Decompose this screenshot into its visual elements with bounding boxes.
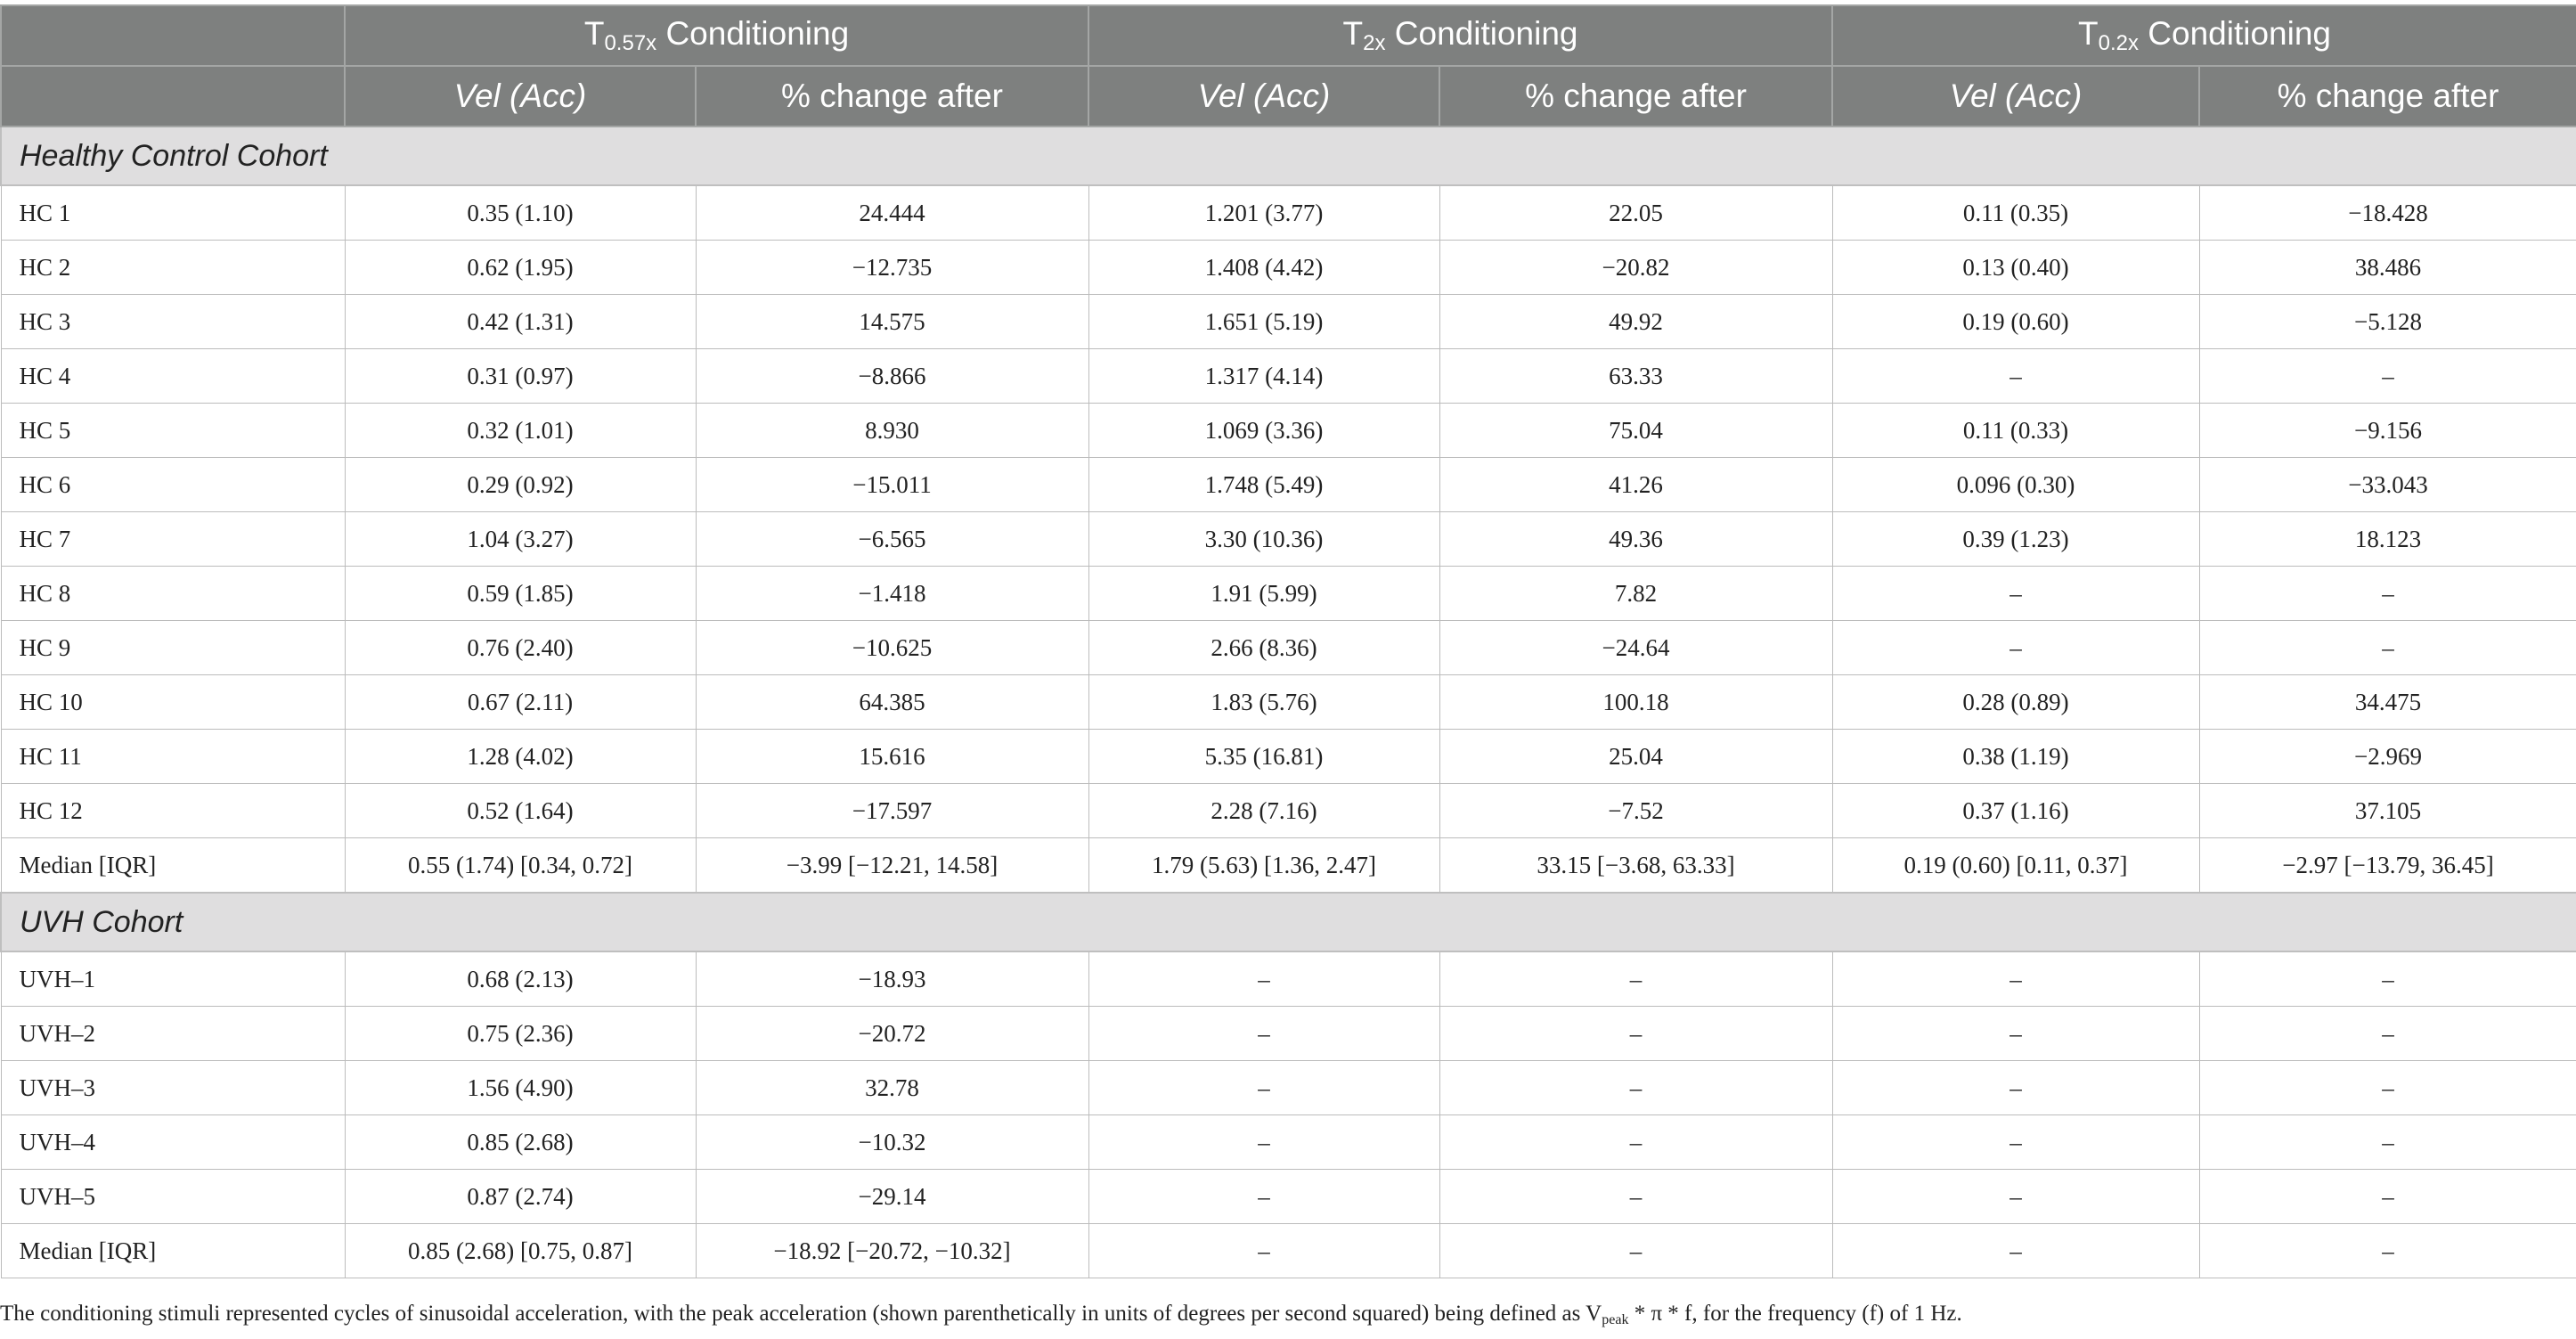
table-cell: – [1832,621,2199,675]
row-label: HC 2 [1,241,345,295]
table-row [1,1115,2576,1170]
row-label: HC 10 [1,675,345,730]
table-cell: −33.043 [2199,458,2576,512]
table-cell: 0.11 (0.35) [1832,185,2199,241]
results-table [0,4,2576,1278]
table-cell: 0.76 (2.40) [345,621,696,675]
row-label: HC 12 [1,784,345,838]
table-cell: 0.31 (0.97) [345,349,696,404]
table-cell: −18.428 [2199,185,2576,241]
header-percent-change: % change after [1439,66,1832,127]
table-cell: – [2199,349,2576,404]
table-row [1,1170,2576,1224]
header-condition-t057x: $T_{0.57x}$ Conditioning [345,5,1088,66]
table-cell: 1.28 (4.02) [345,730,696,784]
header-vel-acc: Vel (Acc) [1832,66,2199,127]
table-row [1,295,2576,349]
table-cell: 1.201 (3.77) [1088,185,1439,241]
row-label: HC 1 [1,185,345,241]
table-footnote: The conditioning stimuli represented cycles of sinusoidal acceleration, with the peak acceleration (shown parenthetically in units of degrees per second squared) being defined as Vpeak * π * f, for the frequency (f) of 1 Hz. [0,1302,1962,1327]
row-label: HC 3 [1,295,345,349]
table-cell: −5.128 [2199,295,2576,349]
table-cell: 0.13 (0.40) [1832,241,2199,295]
table-cell: 14.575 [696,295,1088,349]
row-label: HC 6 [1,458,345,512]
table-cell: 100.18 [1439,675,1832,730]
table-row [1,349,2576,404]
table-cell: 0.75 (2.36) [345,1007,696,1061]
table-cell: 0.55 (1.74) [0.34, 0.72] [345,838,696,894]
table-cell: – [1088,1170,1439,1224]
table-cell: 0.29 (0.92) [345,458,696,512]
row-label: HC 8 [1,567,345,621]
row-label: Median [IQR] [1,1224,345,1278]
table-cell: 34.475 [2199,675,2576,730]
table-cell: – [1832,1170,2199,1224]
table-cell: 0.52 (1.64) [345,784,696,838]
section-header-row [1,893,2576,951]
table-cell: – [1832,951,2199,1007]
table-cell: – [1088,1007,1439,1061]
table-cell: – [1088,1115,1439,1170]
table-cell: −6.565 [696,512,1088,567]
table-cell: −10.625 [696,621,1088,675]
section-header-row [1,127,2576,185]
table-cell: 0.37 (1.16) [1832,784,2199,838]
table-cell: −20.72 [696,1007,1088,1061]
table-cell: 25.04 [1439,730,1832,784]
table-cell: – [1088,951,1439,1007]
table-row [1,621,2576,675]
table-cell: 1.408 (4.42) [1088,241,1439,295]
table-row [1,951,2576,1007]
table-cell: 0.67 (2.11) [345,675,696,730]
table-cell: −2.969 [2199,730,2576,784]
table-cell: 0.85 (2.68) [345,1115,696,1170]
table-row [1,567,2576,621]
table-cell: 1.79 (5.63) [1.36, 2.47] [1088,838,1439,894]
table-cell: – [1439,1170,1832,1224]
table-cell: – [2199,1170,2576,1224]
row-label: UVH–1 [1,951,345,1007]
table-cell: 32.78 [696,1061,1088,1115]
table-row [1,241,2576,295]
table-cell: 2.28 (7.16) [1088,784,1439,838]
table-cell: – [2199,621,2576,675]
table-cell: 0.28 (0.89) [1832,675,2199,730]
table-cell: – [1439,1115,1832,1170]
table-cell: 0.32 (1.01) [345,404,696,458]
row-label: HC 5 [1,404,345,458]
header-condition-t2x: $T_{2x}$ Conditioning [1088,5,1832,66]
table-cell: – [1832,1061,2199,1115]
table-cell: −17.597 [696,784,1088,838]
header-corner-lower [1,66,345,127]
table-row [1,404,2576,458]
table-cell: 41.26 [1439,458,1832,512]
table-cell: 0.59 (1.85) [345,567,696,621]
table-cell: −1.418 [696,567,1088,621]
table-cell: – [2199,1061,2576,1115]
table-cell: −18.93 [696,951,1088,1007]
table-cell: 1.83 (5.76) [1088,675,1439,730]
table-cell: −2.97 [−13.79, 36.45] [2199,838,2576,894]
table-cell: – [1439,951,1832,1007]
table-cell: 64.385 [696,675,1088,730]
table-cell: 1.748 (5.49) [1088,458,1439,512]
header-percent-change: % change after [696,66,1088,127]
table-cell: 0.85 (2.68) [0.75, 0.87] [345,1224,696,1278]
row-label: HC 9 [1,621,345,675]
table-cell: 0.39 (1.23) [1832,512,2199,567]
table-cell: – [1832,567,2199,621]
table-cell: −12.735 [696,241,1088,295]
section-title: UVH Cohort [1,893,2576,951]
table-cell: −15.011 [696,458,1088,512]
table-cell: −8.866 [696,349,1088,404]
table-cell: 24.444 [696,185,1088,241]
table-cell: 1.04 (3.27) [345,512,696,567]
table-cell: 1.56 (4.90) [345,1061,696,1115]
table-cell: −24.64 [1439,621,1832,675]
table-row [1,838,2576,894]
table-cell: 15.616 [696,730,1088,784]
table-cell: −20.82 [1439,241,1832,295]
table-cell: – [2199,1115,2576,1170]
table-cell: 0.096 (0.30) [1832,458,2199,512]
table-cell: – [2199,1224,2576,1278]
row-label: UVH–4 [1,1115,345,1170]
header-condition-t02x: $T_{0.2x}$ Conditioning [1832,5,2576,66]
table-cell: – [1439,1007,1832,1061]
table-cell: – [1832,1115,2199,1170]
header-corner [1,5,345,66]
table-row [1,512,2576,567]
table-cell: −29.14 [696,1170,1088,1224]
header-row-conditions [1,5,2576,66]
table-row [1,185,2576,241]
table-cell: 0.19 (0.60) [1832,295,2199,349]
table-cell: −9.156 [2199,404,2576,458]
table-row [1,1007,2576,1061]
table-cell: 3.30 (10.36) [1088,512,1439,567]
header-row-metrics [1,66,2576,127]
table-cell: 1.069 (3.36) [1088,404,1439,458]
table-body [1,127,2576,1278]
table-cell: 0.35 (1.10) [345,185,696,241]
row-label: HC 4 [1,349,345,404]
table-cell: 2.66 (8.36) [1088,621,1439,675]
row-label: UVH–3 [1,1061,345,1115]
table-cell: 0.19 (0.60) [0.11, 0.37] [1832,838,2199,894]
table-row [1,784,2576,838]
table-cell: 37.105 [2199,784,2576,838]
table-cell: 38.486 [2199,241,2576,295]
table-cell: 8.930 [696,404,1088,458]
table-cell: – [1439,1224,1832,1278]
table-cell: −10.32 [696,1115,1088,1170]
header-percent-change: % change after [2199,66,2576,127]
table-cell: −18.92 [−20.72, −10.32] [696,1224,1088,1278]
table-row [1,458,2576,512]
table-cell: 75.04 [1439,404,1832,458]
table-cell: 7.82 [1439,567,1832,621]
table-row [1,1224,2576,1278]
table-cell: 1.651 (5.19) [1088,295,1439,349]
row-label: UVH–2 [1,1007,345,1061]
table-cell: 33.15 [−3.68, 63.33] [1439,838,1832,894]
row-label: UVH–5 [1,1170,345,1224]
table-cell: 0.11 (0.33) [1832,404,2199,458]
table-cell: 5.35 (16.81) [1088,730,1439,784]
table-cell: 63.33 [1439,349,1832,404]
table-cell: – [1832,349,2199,404]
table-cell: 0.38 (1.19) [1832,730,2199,784]
table-cell: – [2199,951,2576,1007]
table-row [1,675,2576,730]
row-label: HC 7 [1,512,345,567]
row-label: HC 11 [1,730,345,784]
table-cell: 1.91 (5.99) [1088,567,1439,621]
table-cell: 0.87 (2.74) [345,1170,696,1224]
table-row [1,1061,2576,1115]
table-cell: – [1439,1061,1832,1115]
table-cell: 0.42 (1.31) [345,295,696,349]
table-cell: 49.36 [1439,512,1832,567]
table-cell: 18.123 [2199,512,2576,567]
table-cell: −3.99 [−12.21, 14.58] [696,838,1088,894]
table-cell: – [1088,1224,1439,1278]
table-cell: – [1832,1007,2199,1061]
header-vel-acc: Vel (Acc) [1088,66,1439,127]
table-cell: 0.62 (1.95) [345,241,696,295]
table-cell: – [1088,1061,1439,1115]
table-cell: – [1832,1224,2199,1278]
table-cell: −7.52 [1439,784,1832,838]
table-row [1,730,2576,784]
table-cell: 22.05 [1439,185,1832,241]
table-cell: 49.92 [1439,295,1832,349]
table-cell: – [2199,567,2576,621]
row-label: Median [IQR] [1,838,345,894]
table-cell: 0.68 (2.13) [345,951,696,1007]
section-title: Healthy Control Cohort [1,127,2576,185]
table-cell: 1.317 (4.14) [1088,349,1439,404]
header-vel-acc: Vel (Acc) [345,66,696,127]
table-cell: – [2199,1007,2576,1061]
